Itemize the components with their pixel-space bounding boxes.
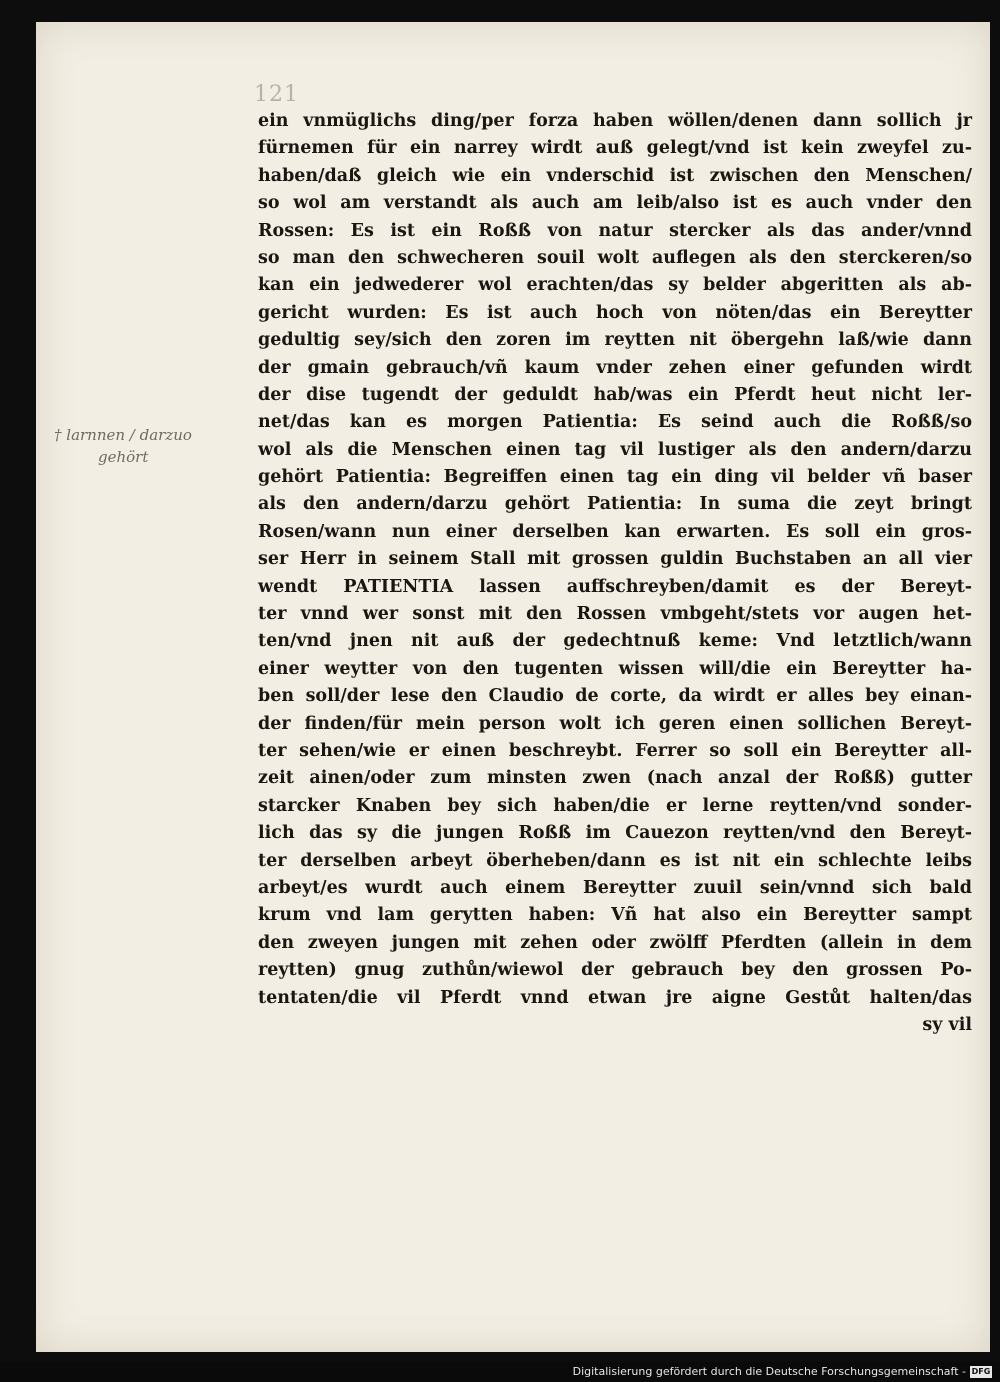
text-line: ten/vnd jnen nit auß der gedechtnuß keme: Vnd letztlich/wann (258, 631, 972, 652)
footer-credit: Digitalisierung gefördert durch die Deutsche Forschungsgemeinschaft - (572, 1365, 966, 1378)
body-text (258, 108, 972, 1039)
text-line: tentaten/die vil Pferdt vnnd etwan jre aigne Gestůt halten/das (258, 987, 972, 1008)
page-number: 121 (254, 82, 299, 107)
text-line: wol als die Menschen einen tag vil lustiger als den andern/darzu (258, 439, 972, 460)
text-line: ser Herr in seinem Stall mit grossen guldin Buchstaben an all vier (258, 549, 972, 570)
text-line: den zweyen jungen mit zehen oder zwölff Pferdten (allein in dem (258, 932, 972, 953)
book-page (36, 22, 990, 1352)
text-line: fürnemen für ein narrey wirdt auß gelegt/vnd ist kein zweyfel zu- (258, 138, 972, 159)
text-line: Rosen/wann nun einer derselben kan erwarten. Es soll ein gros- (258, 521, 972, 542)
text-line: zeit ainen/oder zum minsten zwen (nach anzal der Roßß) gutter (258, 768, 972, 789)
text-line: ter derselben arbeyt öberheben/dann es ist nit ein schlechte leibs (258, 850, 972, 871)
margin-note-line: † larnnen / darzuo (54, 426, 192, 444)
text-line: einer weytter von den tugenten wissen will/die ein Bereytter ha- (258, 658, 972, 679)
text-line: ein vnmüglichs ding/per forza haben wöllen/denen dann sollich jr (258, 111, 972, 131)
text-line: Rossen: Es ist ein Roßß von natur stercker als das ander/vnnd (258, 220, 972, 241)
text-line: lich das sy die jungen Roßß im Cauezon reytten/vnd den Bereyt- (258, 823, 972, 844)
text-line: ter vnnd wer sonst mit den Rossen vmbgeht/stets vor augen het- (258, 604, 972, 625)
text-line: der gmain gebrauch/vñ kaum vnder zehen einer gefunden wirdt (258, 357, 972, 378)
dfg-logo: DFG (971, 1367, 991, 1376)
text-line: starcker Knaben bey sich haben/die er lerne reytten/vnd sonder- (258, 795, 972, 816)
text-line: ter sehen/wie er einen beschreybt. Ferrer so soll ein Bereytter all- (258, 740, 972, 761)
text-line: net/das kan es morgen Patientia: Es seind auch die Roßß/so (258, 412, 972, 433)
text-line: kan ein jedwederer wol erachten/das sy belder abgeritten als ab- (258, 275, 972, 296)
text-line: gehört Patientia: Begreiffen einen tag ein ding vil belder vñ baser (258, 467, 972, 488)
text-line: ben soll/der lese den Claudio de corte, da wirdt er alles bey einan- (258, 686, 972, 707)
text-line: reytten) gnug zuthůn/wiewol der gebrauch bey den grossen Po- (258, 960, 972, 981)
text-line: wendt PATIENTIA lassen auffschreyben/damit es der Bereyt- (258, 576, 972, 597)
text-line: haben/daß gleich wie ein vnderschid ist zwischen den Menschen/ (258, 165, 972, 186)
marginal-annotation (54, 424, 244, 468)
text-line: der dise tugendt der geduldt hab/was ein Pferdt heut nicht ler- (258, 384, 972, 405)
text-line: so man den schwecheren souil wolt auflegen als den sterckeren/so (258, 247, 972, 268)
text-line: gericht wurden: Es ist auch hoch von nöten/das ein Bereytter (258, 302, 972, 323)
text-line: gedultig sey/sich den zoren im reytten nit öbergehn laß/wie dann (258, 330, 972, 351)
text-line: krum vnd lam gerytten haben: Vñ hat also ein Bereytter sampt (258, 905, 972, 926)
text-line: so wol am verstandt als auch am leib/also ist es auch vnder den (258, 193, 972, 214)
margin-note-line: gehört (98, 448, 149, 466)
text-line: sy vil (922, 1014, 972, 1035)
text-line: der finden/für mein person wolt ich geren einen sollichen Bereyt- (258, 713, 972, 734)
text-line: arbeyt/es wurdt auch einem Bereytter zuuil sein/vnnd sich bald (258, 877, 972, 898)
text-line: als den andern/darzu gehört Patientia: In suma die zeyt bringt (258, 494, 972, 515)
